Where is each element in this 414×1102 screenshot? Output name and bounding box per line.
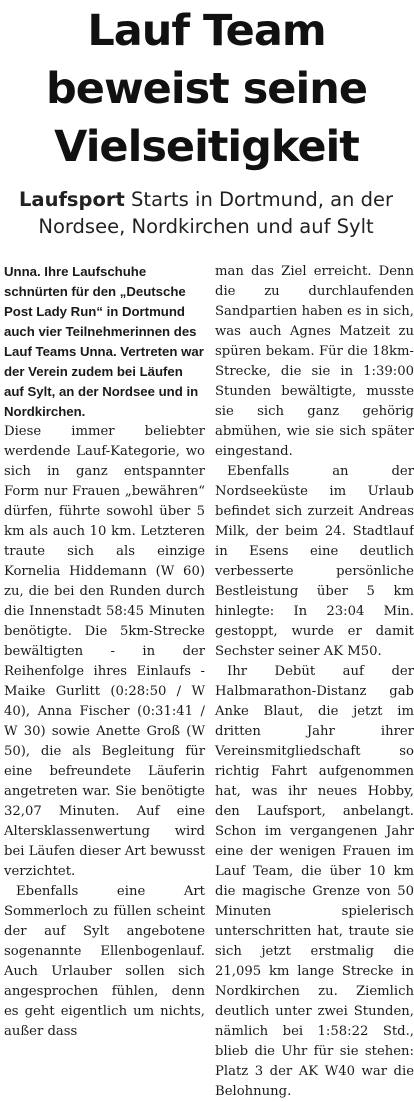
subhead-kicker: Laufsport <box>18 188 125 211</box>
headline-line-1: Lauf Team <box>87 6 326 56</box>
body-paragraph: Diese immer beliebter werdende Lauf-Kategorie, wo sich in ganz entspannter Form nur Frauen „bewähren“ dürfen, führte sowohl über 5 km als auch 10 km. Letzteren traute sich als einzige Kornelia Hiddemann (W 60) zu, die bei den Runden durch die Innenstadt 58:45 Minuten benötigte. Die 5km-Strecke bewältigten - in der Reihenfolge ihres Einlaufs - Maike Gurlitt (0:28:50 / W 40), Anna Fischer (0:31:41 / W 30) sowie Anette Groß (W 50), die als Begleitung für eine befreundete Läuferin angetreten war. Sie benötigte 32,07 Minuten. Auf eine Altersklassenwertung wird bei Läufen dieser Art bewusst verzichtet. <box>4 424 205 879</box>
article-subheadline <box>6 186 406 240</box>
body-paragraph: Ebenfalls an der Nordseeküste im Urlaub befindet sich zurzeit Andreas Milk, der beim 24. Stadtlauf in Esens eine deutlich verbesserte persönliche Bestleistung über 5 km hinlegte: In 23:04 Min. gestoppt, wurde er damit Sechster seiner AK M50. <box>215 464 414 659</box>
subhead-line-1-text: Starts in Dortmund, an der <box>124 188 394 211</box>
subhead-line-2: Nordsee, Nordkirchen und auf Sylt <box>38 215 374 238</box>
article-lead: Unna. Ihre Laufschuhe schnürten für den „Deutsche Post Lady Run“ in Dortmund auch vier Teilnehmerinnen des Lauf Teams Unna. Vertreten war der Verein zudem bei Läufen auf Sylt, an der Nordsee und in Nordkirchen. <box>4 264 204 419</box>
column-left <box>0 262 209 1039</box>
headline-line-3: Vielseitigkeit <box>54 122 359 172</box>
body-paragraph: Ebenfalls eine Art Sommerloch zu füllen scheint der auf Sylt angebotene sogenannte Ellenbogenlauf. Auch Urlauber sollen sich angesprochen fühlen, denn es geht eigentlich um nichts, außer dass <box>4 884 205 1039</box>
subhead-line-1 <box>6 186 406 213</box>
body-paragraph: man das Ziel erreicht. Denn die zu durchlaufenden Sandpartien haben es in sich, was auch Agnes Matzeit zu spüren bekam. Für die 18km-Strecke, die sie in 1:39:00 Stunden bewältigte, musste sie sich ganz gehörig abmühen, wie sie sich später eingestand. <box>215 264 414 459</box>
article-headline <box>0 2 413 176</box>
column-right <box>209 262 414 1099</box>
body-paragraph: Ihr Debüt auf der Halbmarathon-Distanz gab Anke Blaut, die jetzt im dritten Jahr ihrer Vereinsmitgliedschaft so richtig Fahrt aufgenommen hat, was ihr neues Hobby, den Laufsport, anbelangt. Schon im vergangenen Jahr eine der wenigen Frauen im Lauf Team, die über 10 km die magische Grenze von 50 Minuten spielerisch unterschritten hat, traute sie sich jetzt erstmalig die 21,095 km lange Strecke in Nordkirchen zu. Ziemlich deutlich unter zwei Stunden, nämlich bei 1:58:22 Std., blieb die Uhr für sie stehen: Platz 3 der AK W40 war die Belohnung. <box>215 664 414 1099</box>
headline-line-2: beweist seine <box>46 64 367 114</box>
